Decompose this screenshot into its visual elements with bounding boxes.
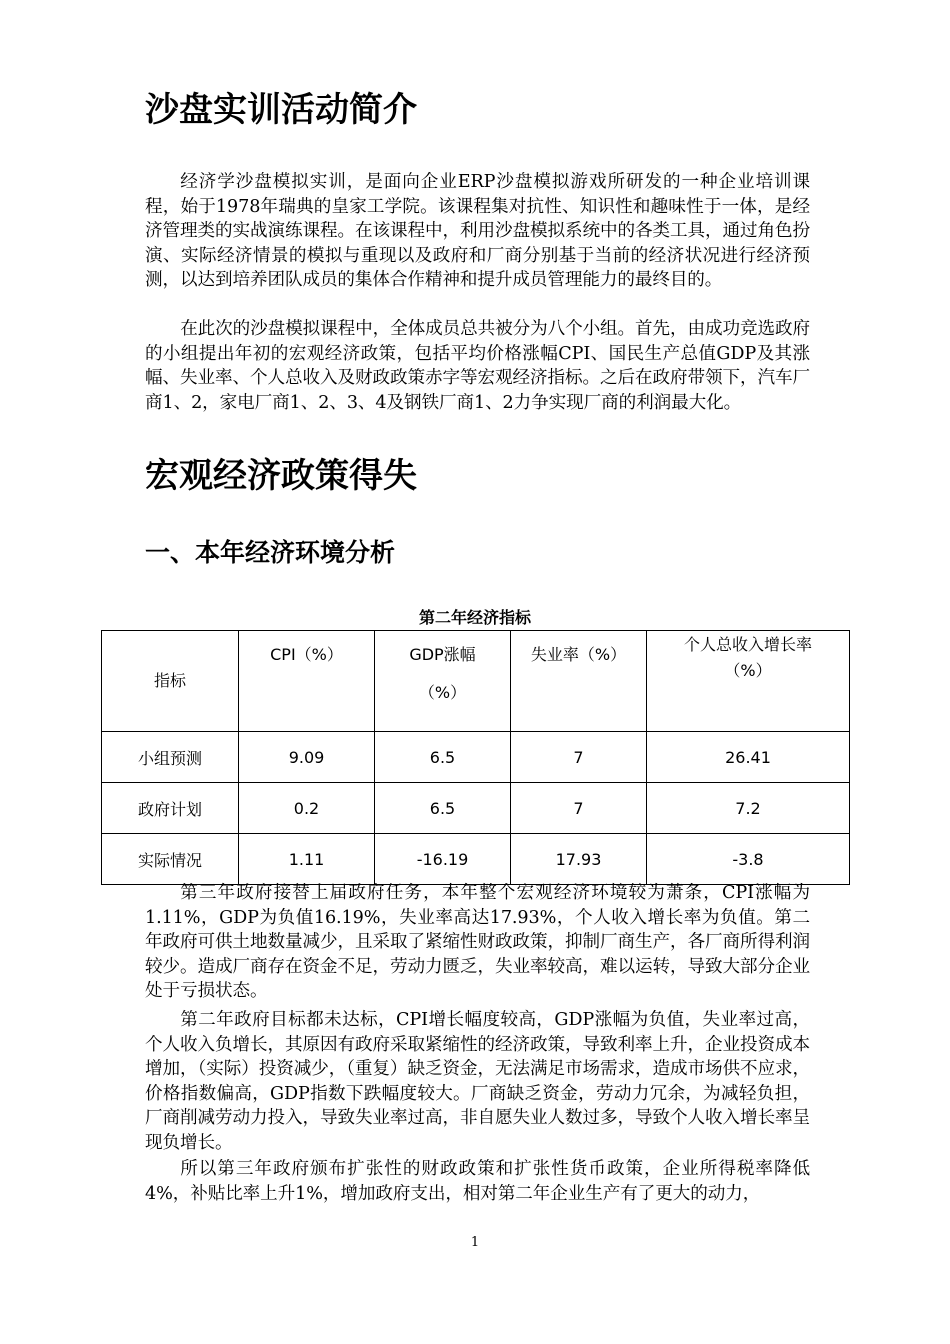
cell-income: 7.2 (647, 783, 850, 834)
cell-cpi: 9.09 (239, 732, 375, 783)
header-cpi (239, 631, 375, 732)
analysis-paragraph-1: 第三年政府接替上届政府任务，本年整个宏观经济环境较为萧条，CPI涨幅为1.11%，GDP为负值16.19%，失业率高达17.93%，个人收入增长率为负值。第二年政府可供土地数量减少，且采取了紧缩性财政政策，抑制厂商生产，各厂商所得利润较少。造成厂商存在资金不足，劳动力匮乏，失业率较高，难以运转，导致大部分企业处于亏损状态。 (145, 883, 810, 1001)
cell-gdp: 6.5 (375, 732, 511, 783)
row-label: 政府计划 (102, 783, 239, 834)
cell-unemployment: 7 (511, 732, 647, 783)
header-income (647, 631, 850, 732)
subsection-title-environment: 一、本年经济环境分析 (145, 538, 396, 567)
cell-cpi: 0.2 (239, 783, 375, 834)
cell-unemployment: 7 (511, 783, 647, 834)
cell-gdp: -16.19 (375, 834, 511, 885)
header-income-line1: 个人总收入增长率 (683, 635, 812, 654)
header-gdp-line2: （%） (418, 683, 467, 702)
table-header-row (102, 631, 850, 732)
analysis-paragraph-2: 第二年政府目标都未达标，CPI增长幅度较高，GDP涨幅为负值，失业率过高，个人收入负增长，其原因有政府采取紧缩性的经济政策，导致利率上升，企业投资成本增加，（实际）投资减少，（重复）缺乏资金，无法满足市场需求，造成市场供不应求，价格指数偏高，GDP指数下跌幅度较大。厂商缺乏资金，劳动力冗余，为减轻负担，厂商削减劳动力投入，导致失业率过高，非自愿失业人数过多，导致个人收入增长率呈现负增长。 (145, 1010, 810, 1153)
row-label: 小组预测 (102, 732, 239, 783)
cell-cpi: 1.11 (239, 834, 375, 885)
header-gdp (375, 631, 511, 732)
table-row (102, 783, 850, 834)
table-row (102, 732, 850, 783)
section-title-macro-policy: 宏观经济政策得失 (145, 456, 417, 496)
intro-paragraph-1: 经济学沙盘模拟实训，是面向企业ERP沙盘模拟游戏所研发的一种企业培训课程，始于1978年瑞典的皇家工学院。该课程集对抗性、知识性和趣味性于一体，是经济管理类的实战演练课程。在该课程中，利用沙盘模拟系统中的各类工具，通过角色扮演、实际经济情景的模拟与重现以及政府和厂商分别基于当前的经济状况进行经济预测，以达到培养团队成员的集体合作精神和提升成员管理能力的最终目的。 (145, 172, 810, 290)
cell-unemployment: 17.93 (511, 834, 647, 885)
analysis-paragraph-3: 所以第三年政府颁布扩张性的财政政策和扩张性货币政策，企业所得税率降低4%，补贴比率上升1%，增加政府支出，相对第二年企业生产有了更大的动力， (145, 1159, 810, 1204)
cell-gdp: 6.5 (375, 783, 511, 834)
cell-income: -3.8 (647, 834, 850, 885)
header-gdp-line1: GDP涨幅 (409, 645, 476, 664)
row-label: 实际情况 (102, 834, 239, 885)
section-title-intro: 沙盘实训活动简介 (145, 90, 417, 130)
intro-paragraph-2: 在此次的沙盘模拟课程中，全体成员总共被分为八个小组。首先，由成功竞选政府的小组提出年初的宏观经济政策，包括平均价格涨幅CPI、国民生产总值GDP及其涨幅、失业率、个人总收入及财政政策赤字等宏观经济指标。之后在政府带领下，汽车厂商1、2，家电厂商1、2、3、4及钢铁厂商1、2力争实现厂商的利润最大化。 (145, 319, 810, 413)
header-income-line2: （%） (724, 661, 772, 680)
cell-income: 26.41 (647, 732, 850, 783)
header-cpi-label: CPI（%） (270, 645, 343, 664)
header-unemployment-label: 失业率（%） (530, 645, 627, 664)
page-number: 1 (470, 1235, 480, 1250)
header-indicator: 指标 (102, 631, 239, 732)
table-caption: 第二年经济指标 (418, 608, 531, 627)
table-row (102, 834, 850, 885)
header-unemployment (511, 631, 647, 732)
economic-indicators-table (101, 630, 850, 885)
